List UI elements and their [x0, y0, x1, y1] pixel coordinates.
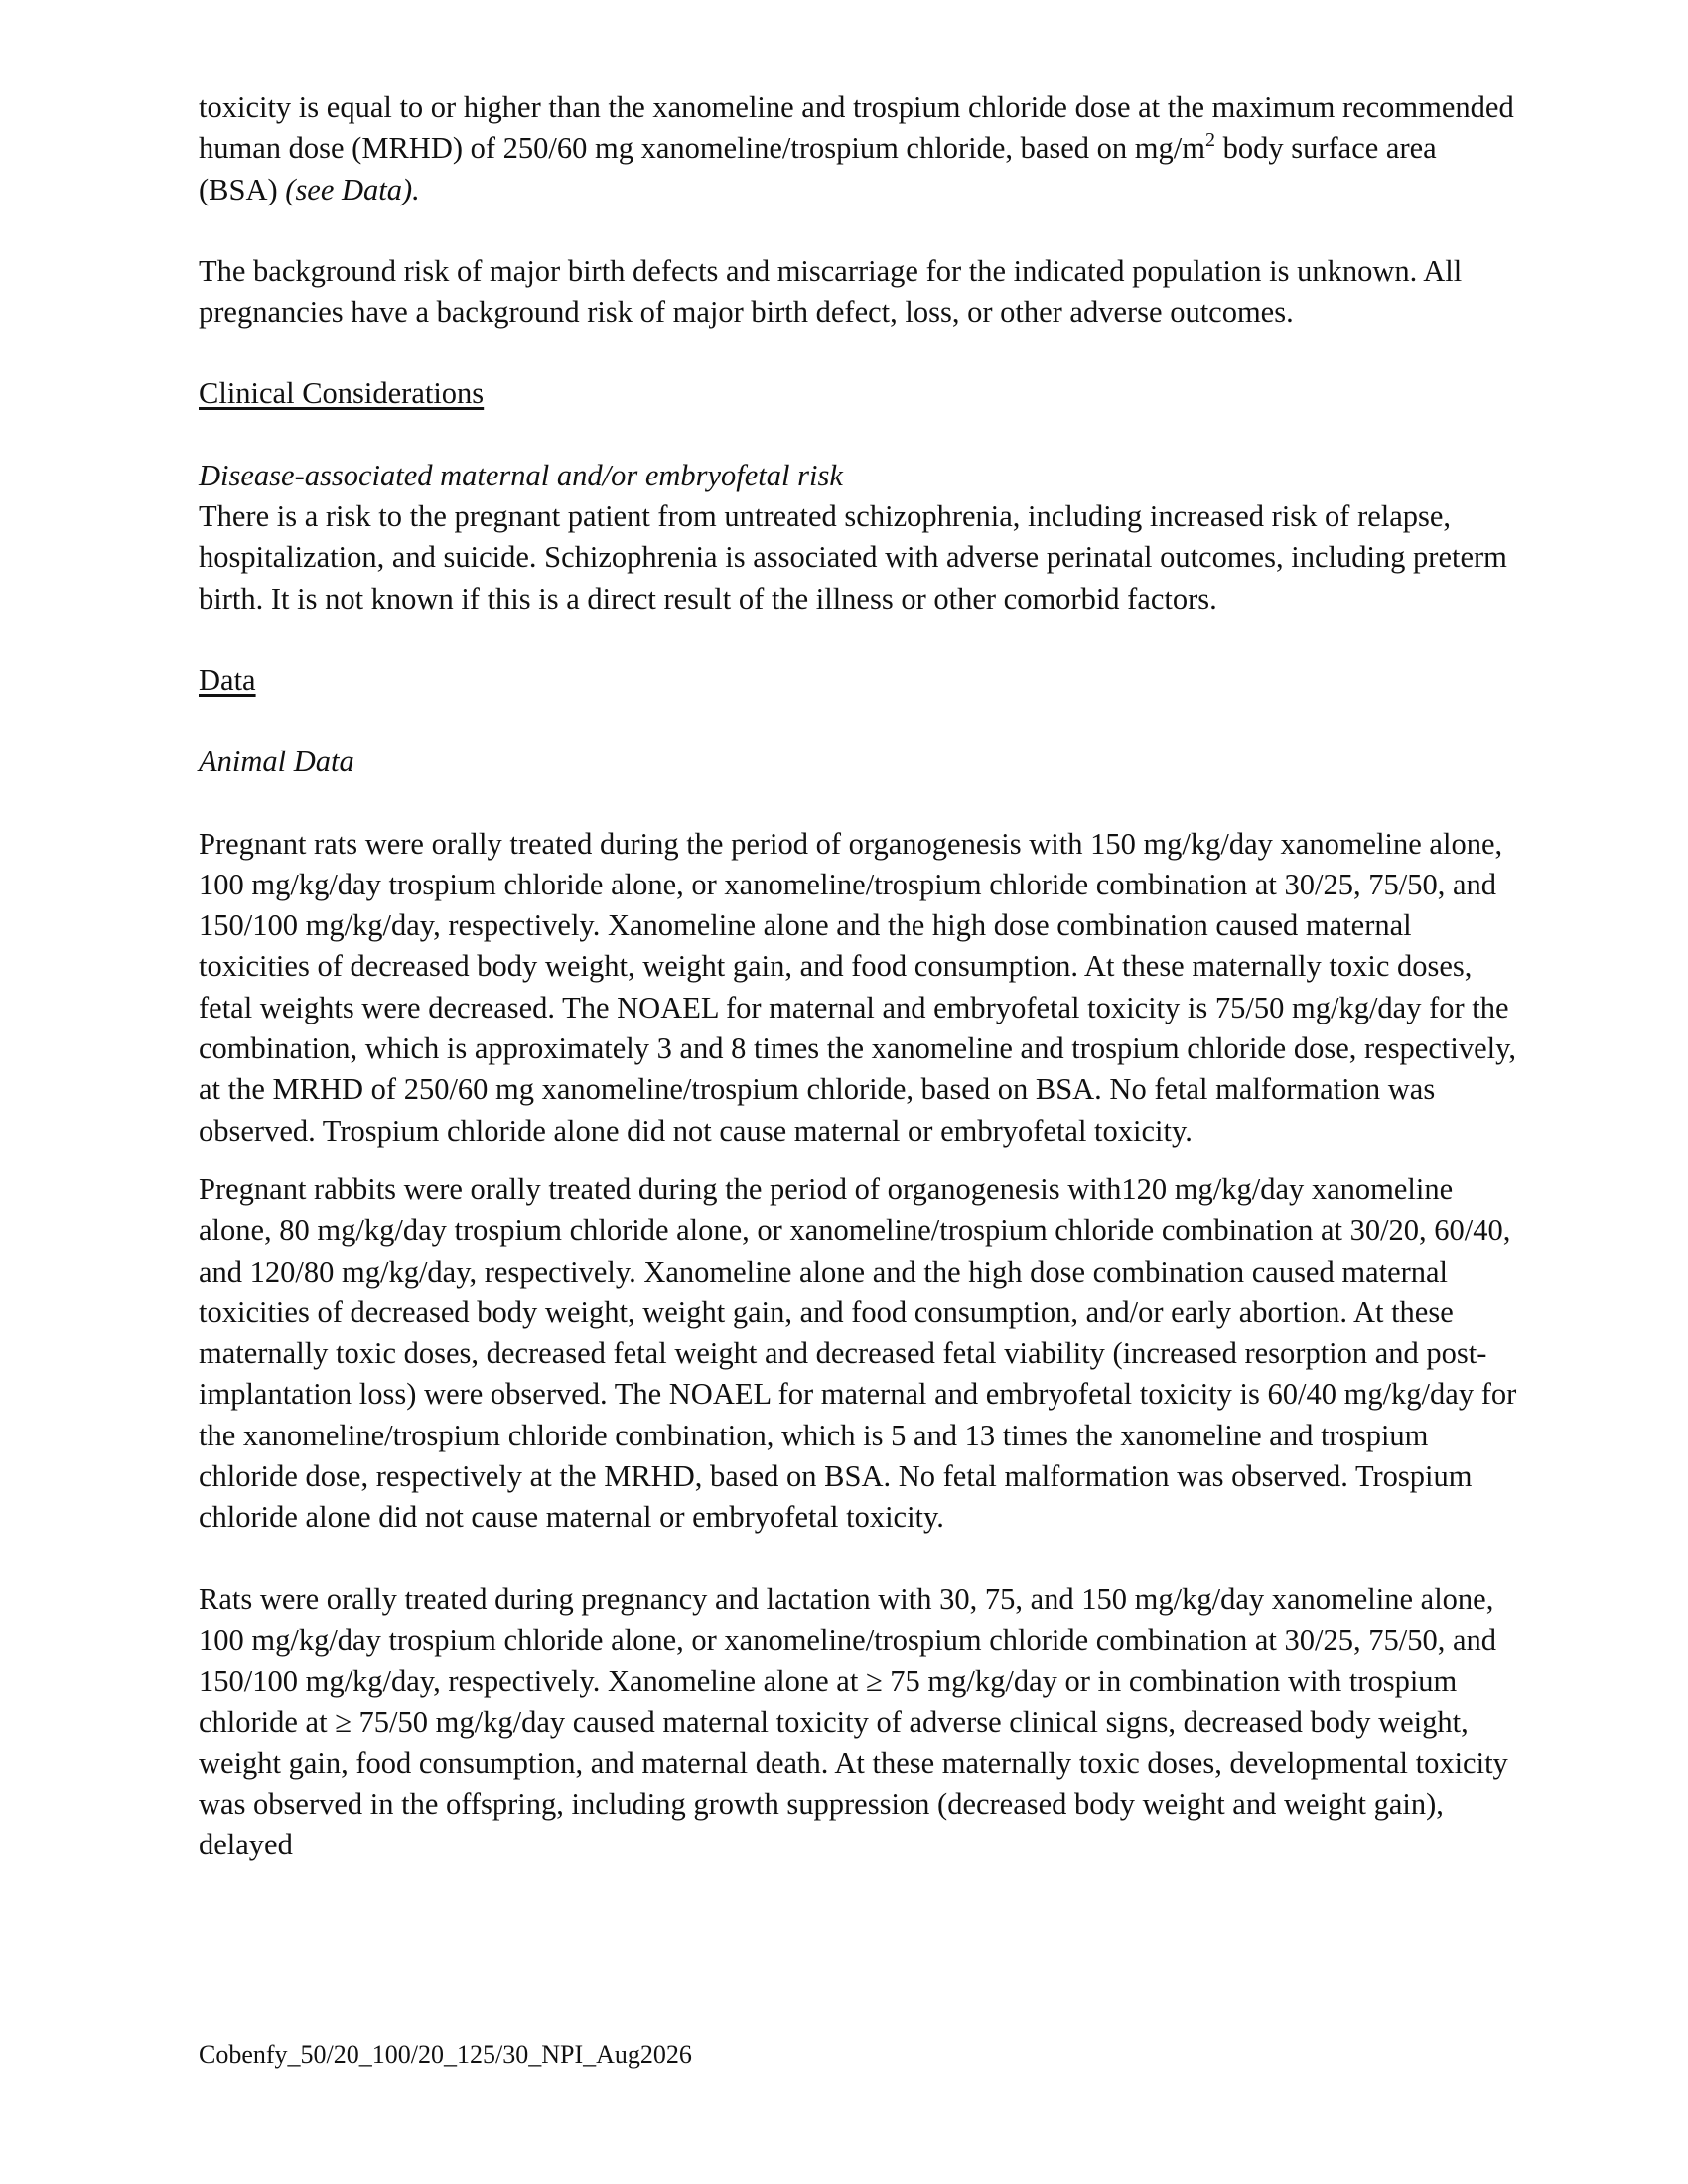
background-risk-paragraph: The background risk of major birth defects and miscarriage for the indicated population is unknown. All pregnancies have a background risk of major birth defect, loss, or other adverse outcomes.	[199, 253, 1463, 330]
document-footer: Cobenfy_50/20_100/20_125/30_NPI_Aug2026	[199, 2040, 692, 2069]
disease-risk-subheading: Disease-associated maternal and/or embryofetal risk	[199, 458, 843, 492]
data-heading: Data	[199, 662, 256, 697]
intro-text: toxicity is equal to or higher than the xanomeline and trospium chloride dose at the maximum recommended human dose (MRHD) of 250/60 mg xanomeline/trospium chloride, based on mg/m	[199, 90, 1514, 166]
rat-lactation-paragraph: Rats were orally treated during pregnancy and lactation with 30, 75, and 150 mg/kg/day xanomeline alone, 100 mg/kg/day trospium chloride alone, or xanomeline/trospium chloride combination at 30/25, 75/50, and 150/100 mg/kg/day, respectively. Xanomeline alone at ≥ 75 mg/kg/day or in combination with trospium chloride at ≥ 75/50 mg/kg/day caused maternal toxicity of adverse clinical signs, decreased body weight, weight gain, food consumption, and maternal death. At these maternally toxic doses, developmental toxicity was observed in the offspring, including growth suppression (decreased body weight and weight gain), delayed	[199, 1581, 1508, 1862]
animal-data-subheading: Animal Data	[199, 745, 354, 779]
see-data-reference: (see Data).	[285, 172, 420, 206]
intro-text-continued: body surface area (BSA)	[199, 131, 1437, 206]
disease-risk-paragraph: There is a risk to the pregnant patient from untreated schizophrenia, including increased risk of relapse, hospitalization, and suicide. Schizophrenia is associated with adverse perinatal outcomes, including preterm birth. It is not known if this is a direct result of the illness or other comorbid factors.	[199, 499, 1507, 615]
clinical-considerations-heading: Clinical Considerations	[199, 376, 485, 411]
superscript-2: 2	[1204, 129, 1215, 152]
document-page	[199, 87, 1519, 1866]
intro-paragraph	[199, 87, 1519, 210]
rat-organogenesis-paragraph: Pregnant rats were orally treated during the period of organogenesis with 150 mg/kg/day xanomeline alone, 100 mg/kg/day trospium chloride alone, or xanomeline/trospium chloride combination at 30/25, 75/50, and 150/100 mg/kg/day, respectively. Xanomeline alone and the high dose combination caused maternal toxicities of decreased body weight, weight gain, and food consumption. At these maternally toxic doses, fetal weights were decreased. The NOAEL for maternal and embryofetal toxicity is 75/50 mg/kg/day for the combination, which is approximately 3 and 8 times the xanomeline and trospium chloride dose, respectively, at the MRHD of 250/60 mg xanomeline/trospium chloride, based on BSA. No fetal malformation was observed. Trospium chloride alone did not cause maternal or embryofetal toxicity.	[199, 826, 1516, 1148]
rabbit-organogenesis-paragraph: Pregnant rabbits were orally treated during the period of organogenesis with120 mg/kg/day xanomeline alone, 80 mg/kg/day trospium chloride alone, or xanomeline/trospium chloride combination at 30/20, 60/40, and 120/80 mg/kg/day, respectively. Xanomeline alone and the high dose combination caused maternal toxicities of decreased body weight, weight gain, and food consumption, and/or early abortion. At these maternally toxic doses, decreased fetal weight and decreased fetal viability (increased resorption and post-implantation loss) were observed. The NOAEL for maternal and embryofetal toxicity is 60/40 mg/kg/day for the xanomeline/trospium chloride combination, which is 5 and 13 times the xanomeline and trospium chloride dose, respectively at the MRHD, based on BSA. No fetal malformation was observed. Trospium chloride alone did not cause maternal or embryofetal toxicity.	[199, 1171, 1517, 1535]
